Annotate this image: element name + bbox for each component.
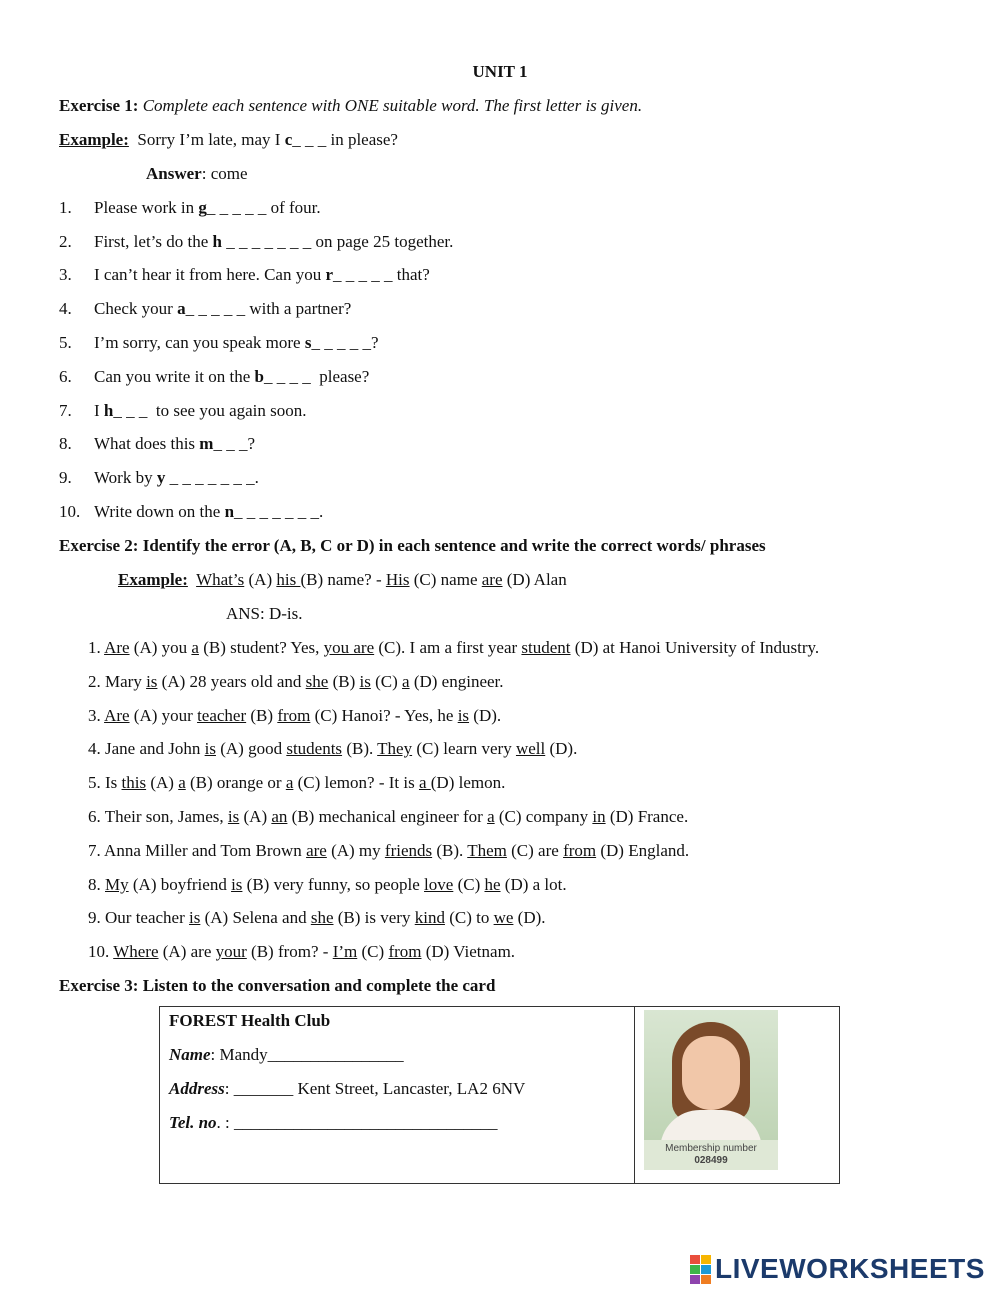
ex1-instruction: Complete each sentence with ONE suitable word. The first letter is given. — [142, 96, 643, 115]
ex2-s2-t3: (C) — [370, 672, 403, 691]
ex2-s8-w4: he — [484, 875, 501, 894]
ex2-s1-t2: (B) student? Yes, — [198, 638, 324, 657]
ex2-s8-num: 8. — [88, 875, 105, 894]
unit-title: UNIT 1 — [472, 62, 528, 81]
ex2-s7-t3: (C) are — [506, 841, 564, 860]
ex1-item-number: 9. — [59, 468, 72, 487]
ex2-sentence-9 — [88, 908, 546, 928]
ex2-s4-t3: (C) learn very — [412, 739, 516, 758]
ex2-s10-t3: (C) — [357, 942, 389, 961]
logo-text: LIVEWORKSHEETS — [715, 1253, 985, 1284]
ex1-item — [59, 265, 430, 285]
ex2-s6-w3: a — [487, 807, 495, 826]
ex1-item-number: 7. — [59, 401, 72, 420]
ex3-heading: Exercise 3: Listen to the conversation and complete the card — [59, 976, 496, 995]
ex1-item-first-letter: h — [103, 401, 114, 420]
ex1-item-first-letter: g — [198, 198, 207, 217]
ex1-item — [59, 502, 323, 522]
ex1-answer — [146, 164, 248, 184]
ex2-s5-t4: (D) lemon. — [430, 773, 506, 792]
ex2-example-w1: What’s — [196, 570, 245, 589]
ex2-s1-w4: student — [521, 638, 571, 657]
ex2-s1-t1: (A) you — [129, 638, 192, 657]
ex2-s5-w1: this — [121, 773, 147, 792]
ex1-item — [59, 468, 259, 488]
ex2-s2-w3: is — [359, 672, 371, 691]
ex2-sentence-7 — [88, 841, 689, 861]
ex2-s10-t2: (B) from? - — [246, 942, 333, 961]
ex1-example-letter: c — [284, 130, 293, 149]
ex1-heading: Exercise 1: — [59, 96, 139, 115]
ex1-item-text: I can’t hear it from here. Can you — [94, 265, 326, 284]
ex2-heading: Exercise 2: Identify the error (A, B, C or D) in each sentence and write the correct words/ phrases — [59, 536, 766, 555]
ex1-item — [59, 401, 307, 421]
ex2-s7-w2: friends — [384, 841, 433, 860]
ex1-item-blank[interactable]: _ _ _ _ _ _ _ on page 25 together. — [222, 232, 454, 251]
ex2-s3-w3: from — [277, 706, 311, 725]
card-tel-value: . : _______________________________ — [216, 1113, 498, 1132]
ex1-item-text: I — [94, 401, 104, 420]
ex2-s7-t2: (B). — [432, 841, 468, 860]
ex1-example — [59, 130, 398, 150]
ex2-s7-w4: from — [563, 841, 597, 860]
ex1-item-text: Write down on the — [94, 502, 225, 521]
ex2-s1-num: 1. — [88, 638, 105, 657]
ex2-s9-t2: (B) is very — [333, 908, 415, 927]
ex1-item-blank[interactable]: _ _ _? — [213, 434, 256, 453]
membership-caption: Membership number — [665, 1143, 757, 1154]
ex2-s6-w2: an — [271, 807, 288, 826]
ex2-example — [118, 570, 567, 590]
ex2-example-answer: ANS: D-is. — [226, 604, 303, 623]
ex2-sentence-3 — [88, 706, 501, 726]
ex1-item — [59, 333, 379, 353]
ex1-item-number: 8. — [59, 434, 72, 453]
ex1-item-text: What does this — [94, 434, 200, 453]
ex2-s4-w1: is — [204, 739, 216, 758]
ex2-s3-t4: (D). — [469, 706, 502, 725]
ex1-item-text: I’m sorry, can you speak more — [94, 333, 305, 352]
ex1-item-blank[interactable]: _ _ _ _ please? — [264, 367, 370, 386]
ex1-item-first-letter: y — [156, 468, 166, 487]
ex2-s3-w2: teacher — [197, 706, 247, 725]
card-tel-label: Tel. no — [169, 1113, 217, 1132]
ex1-item — [59, 198, 321, 218]
ex2-s8-t4: (D) a lot. — [500, 875, 567, 894]
ex1-item-blank[interactable]: _ _ _ _ _ with a partner? — [185, 299, 352, 318]
ex2-s1-w1: Are — [104, 638, 130, 657]
ex1-example-post: _ _ _ in please? — [292, 130, 398, 149]
logo-blocks-icon — [690, 1255, 711, 1284]
ex2-sentence-10 — [88, 942, 515, 962]
ex2-s6-t4: (D) France. — [605, 807, 689, 826]
ex2-example-w4: are — [481, 570, 503, 589]
ex1-item-blank[interactable]: _ _ _ _ _ of four. — [206, 198, 321, 217]
ex1-example-pre: Sorry I’m late, may I — [137, 130, 285, 149]
ex2-example-t1: (A) — [244, 570, 277, 589]
ex2-s4-t1: (A) good — [215, 739, 287, 758]
ex2-s3-w4: is — [457, 706, 470, 725]
ex2-s5-t2: (B) orange or — [185, 773, 286, 792]
ex2-s9-t1: (A) Selena and — [200, 908, 311, 927]
ex2-s7-num: 7. Anna Miller and Tom Brown — [88, 841, 307, 860]
ex2-s10-num: 10. — [88, 942, 114, 961]
ex2-s3-t3: (C) Hanoi? - Yes, he — [310, 706, 458, 725]
ex1-item-first-letter: n — [224, 502, 235, 521]
ex2-s7-t4: (D) England. — [596, 841, 690, 860]
ex1-item-number: 2. — [59, 232, 72, 251]
ex1-item — [59, 232, 453, 252]
ex1-item-blank[interactable]: _ _ _ _ _ _ _. — [165, 468, 259, 487]
ex2-sentence-5 — [88, 773, 505, 793]
ex2-s4-w3: They — [377, 739, 413, 758]
ex2-s7-t1: (A) my — [326, 841, 385, 860]
card-address-value: : _______ Kent Street, Lancaster, LA2 6NV — [224, 1079, 526, 1098]
ex2-sentence-6 — [88, 807, 688, 827]
ex2-s9-w2: she — [310, 908, 334, 927]
ex1-item-blank[interactable]: _ _ _ to see you again soon. — [113, 401, 307, 420]
ex2-s10-w3: I’m — [332, 942, 358, 961]
ex2-s8-t3: (C) — [453, 875, 485, 894]
ex2-s8-w3: love — [424, 875, 454, 894]
ex2-s9-w4: we — [493, 908, 514, 927]
card-name-label: Name — [169, 1045, 211, 1064]
ex2-sentence-2 — [88, 672, 504, 692]
ex1-item-first-letter: b — [254, 367, 264, 386]
ex2-s1-w2: a — [191, 638, 199, 657]
ex1-item-blank[interactable]: _ _ _ _ _ _ _. — [234, 502, 324, 521]
ex2-example-t3: (C) name — [409, 570, 482, 589]
ex2-s3-num: 3. — [88, 706, 105, 725]
ex2-s3-w1: Are — [104, 706, 130, 725]
ex2-example-label: Example: — [118, 570, 188, 589]
ex2-s4-num: 4. Jane and John — [88, 739, 205, 758]
ex2-s5-t3: (C) lemon? - It is — [293, 773, 419, 792]
ex2-s10-w2: your — [215, 942, 247, 961]
ex2-s2-w2: she — [305, 672, 329, 691]
photo-caption — [644, 1140, 778, 1170]
card-name-value: : Mandy________________ — [210, 1045, 404, 1064]
ex2-s9-num: 9. Our teacher — [88, 908, 190, 927]
ex1-item-first-letter: r — [325, 265, 334, 284]
photo-face-shape — [682, 1036, 740, 1110]
ex1-item-number: 6. — [59, 367, 72, 386]
ex2-s4-t4: (D). — [545, 739, 578, 758]
ex1-item-number: 4. — [59, 299, 72, 318]
ex2-s1-t4: (D) at Hanoi University of Industry. — [570, 638, 820, 657]
ex2-s7-w3: Them — [467, 841, 507, 860]
card-name-field[interactable] — [169, 1045, 404, 1065]
ex2-s5-w4: a — [418, 773, 431, 792]
ex2-s4-t2: (B). — [342, 739, 378, 758]
ex1-item-number: 10. — [59, 502, 81, 521]
ex1-item — [59, 434, 255, 454]
ex2-s2-t4: (D) engineer. — [409, 672, 504, 691]
ex2-s5-t1: (A) — [146, 773, 179, 792]
ex2-s2-num: 2. Mary — [88, 672, 147, 691]
ex2-s2-w1: is — [146, 672, 158, 691]
card-title: FOREST Health Club — [169, 1011, 331, 1030]
ex2-s6-w4: in — [592, 807, 606, 826]
ex2-s2-t1: (A) 28 years old and — [157, 672, 306, 691]
ex2-s9-w1: is — [189, 908, 201, 927]
ex2-s9-t4: (D). — [513, 908, 546, 927]
ex1-item-text: Please work in — [94, 198, 199, 217]
ex2-s4-w2: students — [286, 739, 343, 758]
ex1-item-blank[interactable]: _ _ _ _ _ that? — [333, 265, 430, 284]
membership-card — [159, 1006, 840, 1184]
ex2-s4-w4: well — [515, 739, 546, 758]
ex2-s6-t1: (A) — [239, 807, 272, 826]
ex2-s3-t1: (A) your — [129, 706, 198, 725]
ex2-s8-t2: (B) very funny, so people — [242, 875, 425, 894]
ex1-item-number: 1. — [59, 198, 72, 217]
ex2-s8-w1: My — [105, 875, 129, 894]
ex2-sentence-1 — [88, 638, 819, 658]
ex1-item — [59, 299, 351, 319]
member-photo — [644, 1010, 778, 1170]
ex2-sentence-4 — [88, 739, 577, 759]
membership-number: 028499 — [694, 1155, 728, 1166]
ex2-s2-w4: a — [402, 672, 410, 691]
ex2-s6-t2: (B) mechanical engineer for — [287, 807, 488, 826]
ex1-item — [59, 367, 369, 387]
ex1-item-number: 5. — [59, 333, 72, 352]
ex2-sentence-8 — [88, 875, 567, 895]
ex2-s9-w3: kind — [414, 908, 445, 927]
ex2-s9-t3: (C) to — [444, 908, 494, 927]
ex1-example-label: Example: — [59, 130, 129, 149]
card-divider — [634, 1007, 635, 1183]
ex1-answer-label: Answer — [146, 164, 202, 183]
ex2-s5-w2: a — [178, 773, 186, 792]
ex2-s7-w1: are — [306, 841, 327, 860]
ex1-item-text: Work by — [94, 468, 157, 487]
ex1-answer-text: : come — [201, 164, 248, 183]
ex1-item-text: Can you write it on the — [94, 367, 255, 386]
ex1-item-number: 3. — [59, 265, 72, 284]
ex2-s1-w3: you are — [323, 638, 375, 657]
ex1-item-text: Check your — [94, 299, 178, 318]
ex1-item-first-letter: h — [212, 232, 222, 251]
ex2-s10-t1: (A) are — [158, 942, 216, 961]
ex2-s8-w2: is — [231, 875, 243, 894]
liveworksheets-logo — [690, 1252, 985, 1286]
card-tel-field[interactable] — [169, 1113, 498, 1133]
ex2-example-t4: (D) Alan — [502, 570, 567, 589]
ex2-s8-t1: (A) boyfriend — [128, 875, 232, 894]
ex2-s10-t4: (D) Vietnam. — [421, 942, 516, 961]
ex2-s1-t3: (C). I am a first year — [374, 638, 522, 657]
ex2-s6-num: 6. Their son, James, — [88, 807, 228, 826]
ex2-example-w2: his — [276, 570, 301, 589]
ex2-s6-w1: is — [227, 807, 240, 826]
ex1-item-first-letter: a — [177, 299, 186, 318]
ex1-item-text: First, let’s do the — [94, 232, 213, 251]
ex2-s10-w4: from — [388, 942, 422, 961]
card-address-field[interactable] — [169, 1079, 525, 1099]
ex2-s5-num: 5. Is — [88, 773, 122, 792]
ex1-item-first-letter: m — [199, 434, 214, 453]
card-address-label: Address — [169, 1079, 225, 1098]
ex1-item-first-letter: s — [304, 333, 312, 352]
ex1-heading-line — [59, 96, 642, 116]
ex2-s5-w3: a — [285, 773, 294, 792]
ex2-s3-t2: (B) — [246, 706, 278, 725]
ex2-s10-w1: Where — [113, 942, 159, 961]
ex2-s2-t2: (B) — [328, 672, 360, 691]
ex2-s6-t3: (C) company — [494, 807, 593, 826]
ex2-example-t2: (B) name? - — [300, 570, 386, 589]
ex2-example-w3: His — [385, 570, 410, 589]
ex1-item-blank[interactable]: _ _ _ _ _? — [311, 333, 379, 352]
